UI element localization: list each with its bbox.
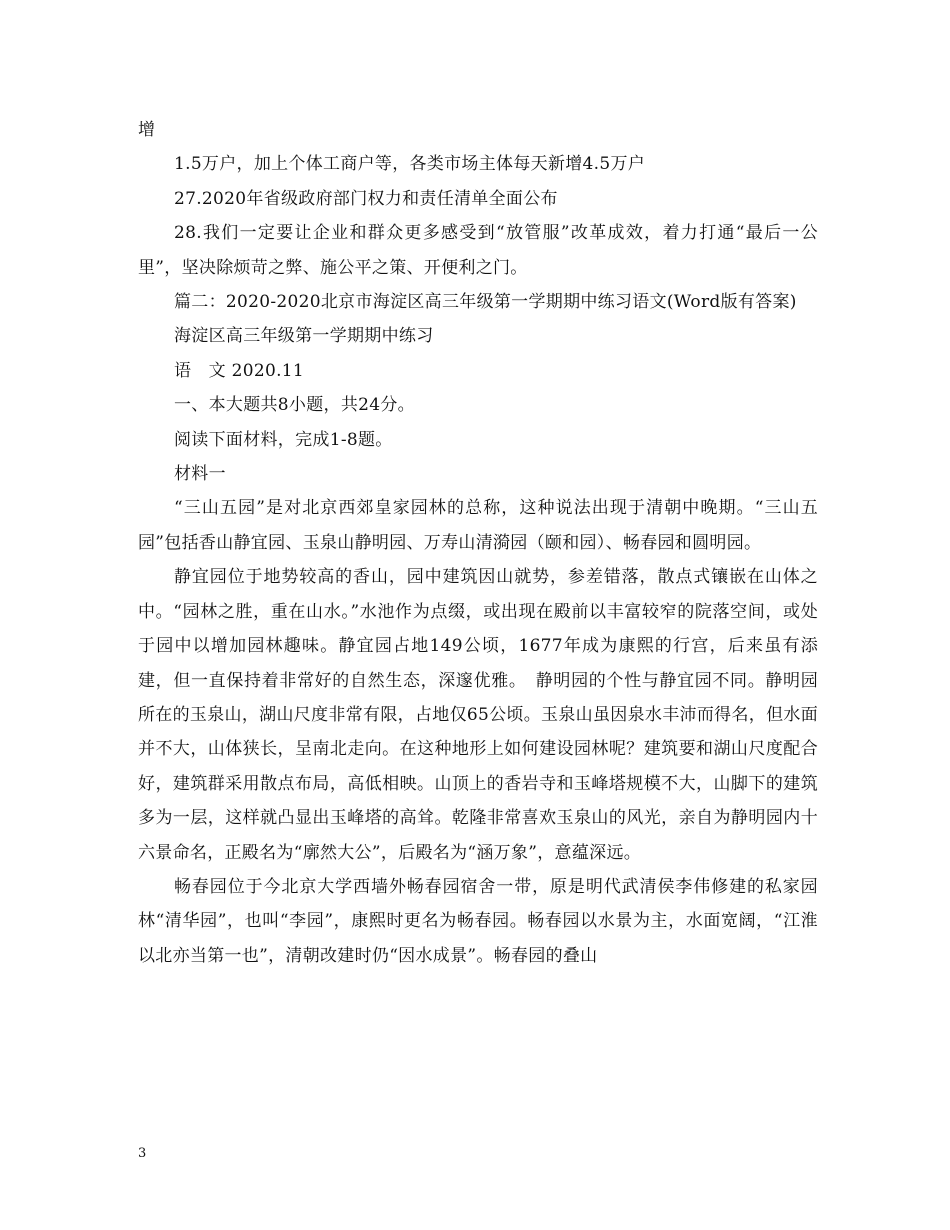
paragraph: 静宜园位于地势较高的香山，园中建筑因山就势，参差错落，散点式镶嵌在山体之中。“园林之胜，重在山水。”水池作为点缀，或出现在殿前以丰富较窄的院落空间，或处于园中以增加园林趣味。静宜园占地149公顷，1677年成为康熙的行宫，后来虽有添建，但一直保持着非常好的自然生态，深邃优雅。 静明园的个性与静宜园不同。静明园所在的玉泉山，湖山尺度非常有限，占地仅65公顷。玉泉山虽因泉水丰沛而得名，但水面并不大，山体狭长，呈南北走向。在这种地形上如何建设园林呢？建筑要和湖山尺度配合好，建筑群采用散点布局，高低相映。山顶上的香岩寺和玉峰塔规模不大，山脚下的建筑多为一层，这样就凸显出玉峰塔的高耸。乾隆非常喜欢玉泉山的风光，亲自为静明园内十六景命名，正殿名为“廓然大公”，后殿名为“涵万象”，意蕴深远。 — [138, 567, 818, 863]
paragraph: 增 — [138, 120, 156, 140]
paragraph: “三山五园”是对北京西郊皇家园林的总称，这种说法出现于清朝中晚期。“三山五园”包括香山静宜园、玉泉山静明园、万寿山清漪园（颐和园）、畅春园和圆明园。 — [138, 498, 818, 553]
paragraph: 篇二：2020-2020北京市海淀区高三年级第一学期期中练习语文(Word版有答案) — [174, 292, 797, 313]
paragraph: 海淀区高三年级第一学期期中练习 — [174, 326, 434, 347]
paragraph: 1.5万户，加上个体工商户等，各类市场主体每天新增4.5万户 — [174, 154, 646, 175]
document-body — [138, 113, 818, 973]
paragraph: 语 文 2020.11 — [174, 360, 305, 381]
page-number: 3 — [138, 1146, 147, 1161]
paragraph: 阅读下面材料，完成1-8题。 — [174, 429, 393, 450]
paragraph: 28.我们一定要让企业和群众更多感受到“放管服”改革成效，着力打通“最后一公里”，坚决除烦苛之弊、施公平之策、开便利之门。 — [138, 223, 818, 278]
paragraph: 材料一 — [174, 464, 226, 485]
paragraph: 一、本大题共8小题，共24分。 — [174, 395, 415, 416]
paragraph: 畅春园位于今北京大学西墙外畅春园宿舍一带，原是明代武清侯李伟修建的私家园林“清华园”，也叫“李园”，康熙时更名为畅春园。畅春园以水景为主，水面宽阔，“江淮以北亦当第一也”，清朝改建时仍“因水成景”。畅春园的叠山 — [138, 876, 818, 966]
paragraph: 27.2020年省级政府部门权力和责任清单全面公布 — [174, 188, 558, 209]
